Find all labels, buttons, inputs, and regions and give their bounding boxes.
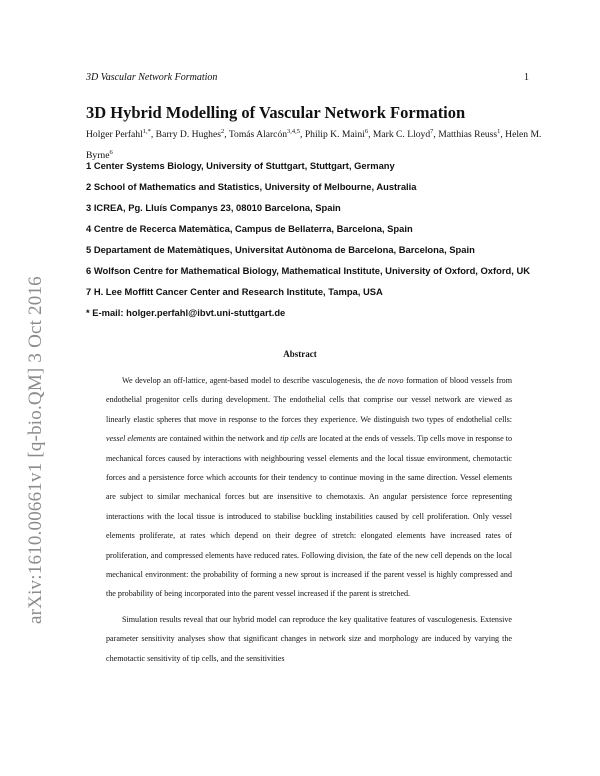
corresponding-email[interactable]: * E-mail: holger.perfahl@ibvt.uni-stuttgart.de: [86, 307, 286, 318]
author-affiliation-mark: 6: [109, 149, 113, 156]
affiliation: 7 H. Lee Moffitt Cancer Center and Research Institute, Tampa, USA: [86, 286, 383, 297]
abstract-text: are contained within the network and: [155, 434, 281, 444]
abstract-paragraph: Simulation results reveal that our hybrid model can reproduce the key qualitative features of vasculogenesis. Extensive parameter sensitivity analyses show that significant changes in network size and morphology are induced by varying the chemotactic sensitivity of tip cells, and the sensitivities: [106, 614, 512, 663]
author-affiliation-mark: 3,4,5: [287, 128, 301, 135]
abstract-emphasis: tip cells: [280, 434, 306, 444]
author-list: Holger Perfahl$^{1,*}$, Barry D. Hughes$^2$, Tomás Alarcón$^{3,4,5}$, Philip K. Maini$^6$, Mark C. Lloyd$^7$, Matthias Reuss$^1$, Helen M. Byrne$^6$: [86, 128, 542, 161]
abstract-text: are located at the ends of vessels. Tip cells move in response to mechanical forces caused by interactions with neighbouring vessel elements and the local tissue environment, chemotactic forces and a persistence force which accounts for their tendency to continue moving in the same direction. Vessel elements are subject to similar mechanical forces but are insensitive to chemotaxis. An angular persistence force representing interactions with the local tissue is introduced to stabilise buckling instabilities caused by cell proliferation. Only vessel elements proliferate, at rates which depend on their degree of stretch: elongated elements have increased rates of proliferation, and compressed elements have reduced rates. Following division, the fate of the new cell depends on the local mechanical environment: the probability of forming a new sprout is increased if the parent vessel is highly compressed and the probability of being incorporated into the parent vessel increased if the parent is stretched.: [106, 434, 512, 599]
affiliation: 2 School of Mathematics and Statistics, University of Melbourne, Australia: [86, 181, 417, 192]
running-header: 3D Vascular Network Formation: [86, 72, 218, 83]
affiliation: 5 Departament de Matemàtiques, Universitat Autònoma de Barcelona, Barcelona, Spain: [86, 244, 475, 255]
author-name: Holger Perfahl: [86, 129, 143, 140]
page-number: 1: [524, 72, 529, 83]
abstract-emphasis: vessel elements: [106, 434, 156, 444]
author-affiliation-mark: 7: [430, 128, 434, 135]
author-affiliation-mark: 1,*: [142, 128, 151, 135]
author-name: Philip K. Maini: [304, 129, 365, 140]
author-name: Helen M. Byrne: [86, 129, 542, 161]
author-affiliation-mark: 6: [364, 128, 369, 135]
affiliation: 1 Center Systems Biology, University of Stuttgart, Stuttgart, Germany: [86, 160, 395, 171]
affiliation: 3 ICREA, Pg. Lluís Companys 23, 08010 Barcelona, Spain: [86, 202, 341, 213]
abstract-text: We develop an off-lattice, agent-based model to describe vasculogenesis, the: [122, 376, 378, 385]
author-name: Barry D. Hughes: [155, 129, 221, 140]
affiliation-list: [86, 160, 556, 328]
abstract-emphasis: de novo: [377, 376, 404, 385]
author-affiliation-mark: 2: [220, 128, 225, 135]
abstract-paragraph: [106, 371, 512, 604]
abstract-heading: Abstract: [283, 349, 317, 359]
author-name: Tomás Alarcón: [228, 129, 288, 140]
author-affiliation-mark: 1: [497, 128, 501, 135]
abstract-body: [106, 371, 512, 674]
affiliation: 6 Wolfson Centre for Mathematical Biology, Mathematical Institute, University of Oxford, Oxford, UK: [86, 265, 530, 276]
author-name: Mark C. Lloyd: [372, 129, 431, 140]
affiliation: 4 Centre de Recerca Matemàtica, Campus de Bellaterra, Barcelona, Spain: [86, 223, 413, 234]
abstract-text: formation of blood vessels from endothelial progenitor cells during development. The endothelial cells that comprise our vessel network are viewed as linearly elastic spheres that move in response to the forces they experience. We distinguish two types of endothelial cells:: [106, 376, 512, 424]
arxiv-identifier[interactable]: arXiv:1610.00661v1 [q-bio.QM] 3 Oct 2016: [25, 276, 46, 624]
paper-title: 3D Hybrid Modelling of Vascular Network Formation: [86, 103, 466, 122]
author-name: Matthias Reuss: [438, 129, 498, 140]
